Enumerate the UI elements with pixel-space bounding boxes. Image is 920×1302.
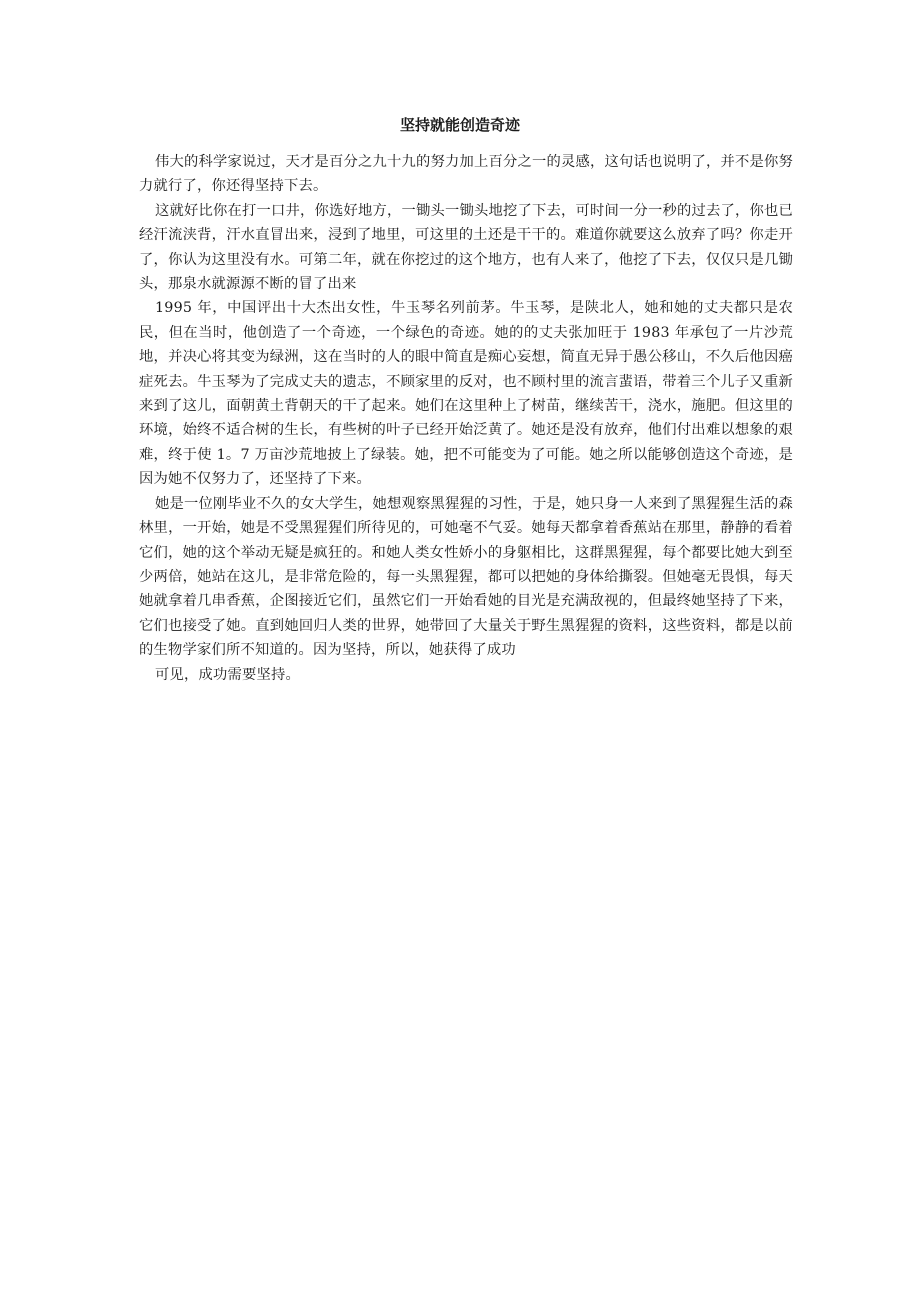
paragraph-chimpanzee-researcher: 她是一位刚毕业不久的女大学生，她想观察黑猩猩的习性，于是，她只身一人来到了黑猩猩生活的森林里，一开始，她是不受黑猩猩们所待见的，可她毫不气妥。她每天都拿着香蕉站在那里，静静的看着它们，她的这个举动无疑是疯狂的。和她人类女性娇小的身躯相比，这群黑猩猩，每个都要比她大到至少两倍，她站在这儿，是非常危险的，每一头黑猩猩，都可以把她的身体给撕裂。但她毫无畏惧，每天她就拿着几串香蕉，企图接近它们，虽然它们一开始看她的目光是充满敌视的，但最终她坚持了下来，它们也接受了她。直到她回归人类的世界，她带回了大量关于野生黑猩猩的资料，这些资料，都是以前的生物学家们所不知道的。因为坚持，所以，她获得了成功: [139, 495, 793, 659]
paragraph-well-analogy: 这就好比你在打一口井，你选好地方，一锄头一锄头地挖了下去，可时间一分一秒的过去了，你也已经汗流浃背，汗水直冒出来，浸到了地里，可这里的土还是干干的。难道你就要这么放弃了吗？你走开了，你认为这里没有水。可第二年，就在你挖过的这个地方，也有人来了，他挖了下去，仅仅只是几锄头，那泉水就源源不断的冒了出来: [139, 202, 793, 293]
document-body: [139, 150, 793, 687]
paragraph-conclusion: 可见，成功需要坚持。: [155, 666, 300, 683]
paragraph-niu-yuqin: 1995 年，中国评出十大杰出女性，牛玉琴名列前茅。牛玉琴，是陕北人，她和她的丈夫都只是农民，但在当时，他创造了一个奇迹，一个绿色的奇迹。她的的丈夫张加旺于 1983 年承包了一片沙荒地，并决心将其变为绿洲，这在当时的人的眼中简直是痴心妄想，简直无异于愚公移山，不久后他因癌症死去。牛玉琴为了完成丈夫的遗志，不顾家里的反对，也不顾村里的流言蜚语，带着三个儿子又重新来到了这儿，面朝黄土背朝天的干了起来。她们在这里种上了树苗，继续苦干，浇水，施肥。但这里的环境，始终不适合树的生长，有些树的叶子已经开始泛黄了。她还是没有放弃，他们付出难以想象的艰难，终于使 1。7 万亩沙荒地披上了绿装。她，把不可能变为了可能。她之所以能够创造这个奇迹，是因为她不仅努力了，还坚持了下来。: [139, 300, 793, 488]
document-title: 坚持就能创造奇迹: [399, 116, 520, 134]
paragraph-intro: 伟大的科学家说过，天才是百分之九十九的努力加上百分之一的灵感，这句话也说明了，并不是你努力就行了，你还得坚持下去。: [139, 154, 793, 195]
